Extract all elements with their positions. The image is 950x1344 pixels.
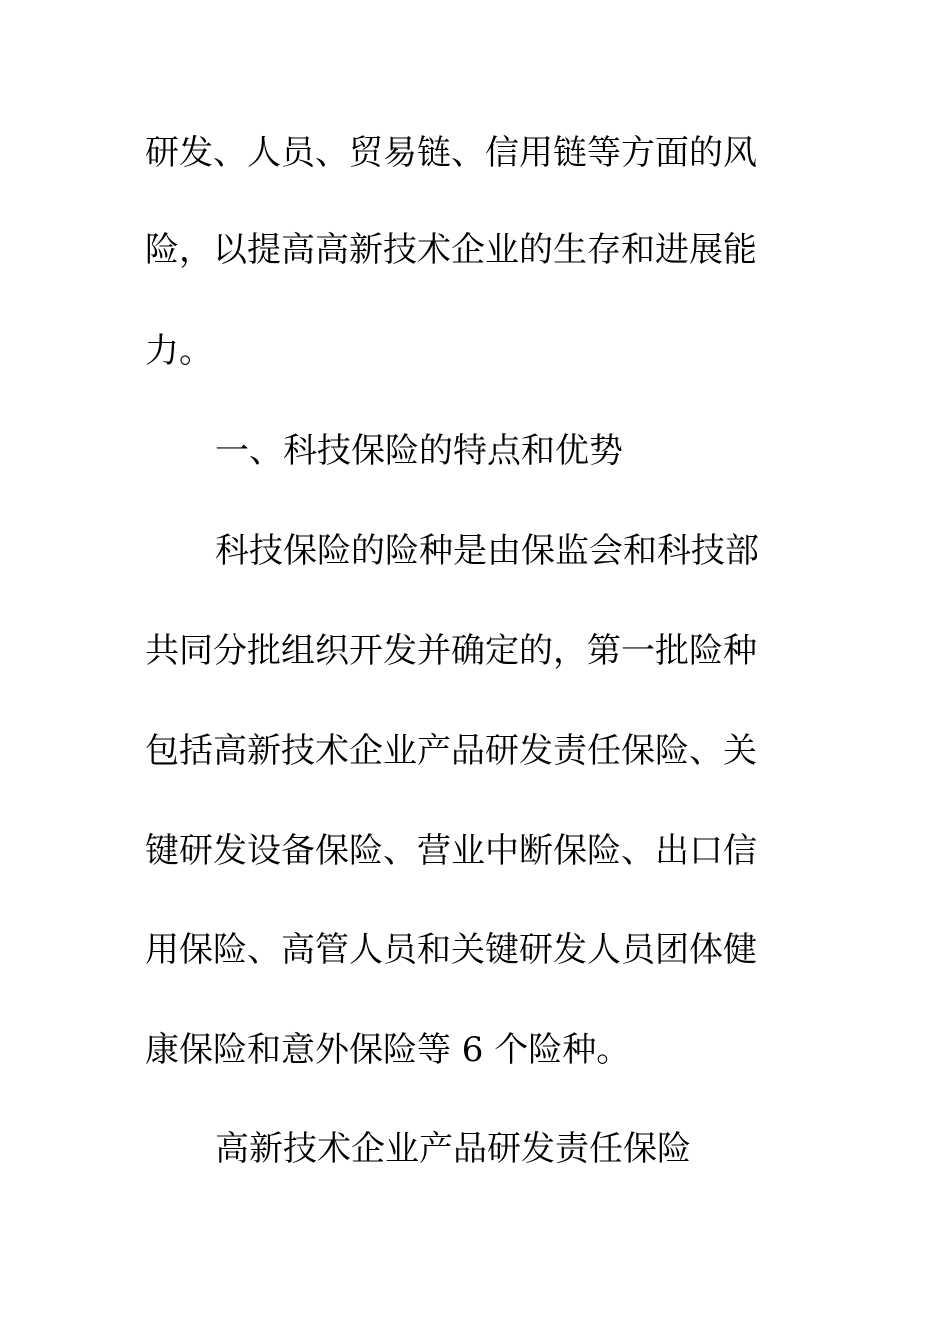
paragraph-line-4: 科技保险的险种是由保监会和科技部	[215, 531, 759, 571]
paragraph-line-3: 力。	[145, 331, 213, 371]
paragraph-line-9: 康保险和意外保险等 6 个险种。	[145, 1030, 631, 1070]
paragraph-line-5: 共同分批组织开发并确定的，第一批险种	[145, 631, 757, 671]
section-heading: 一、科技保险的特点和优势	[215, 431, 623, 471]
paragraph-line-2: 险，以提高高新技术企业的生存和进展能	[145, 230, 757, 270]
paragraph-line-7: 键研发设备保险、营业中断保险、出口信	[145, 831, 757, 871]
paragraph-line-6: 包括高新技术企业产品研发责任保险、关	[145, 731, 757, 771]
paragraph-line-1: 研发、人员、贸易链、信用链等方面的风	[145, 133, 757, 173]
paragraph-line-8: 用保险、高管人员和关键研发人员团体健	[145, 930, 757, 970]
subsection-heading: 高新技术企业产品研发责任保险	[215, 1129, 691, 1169]
